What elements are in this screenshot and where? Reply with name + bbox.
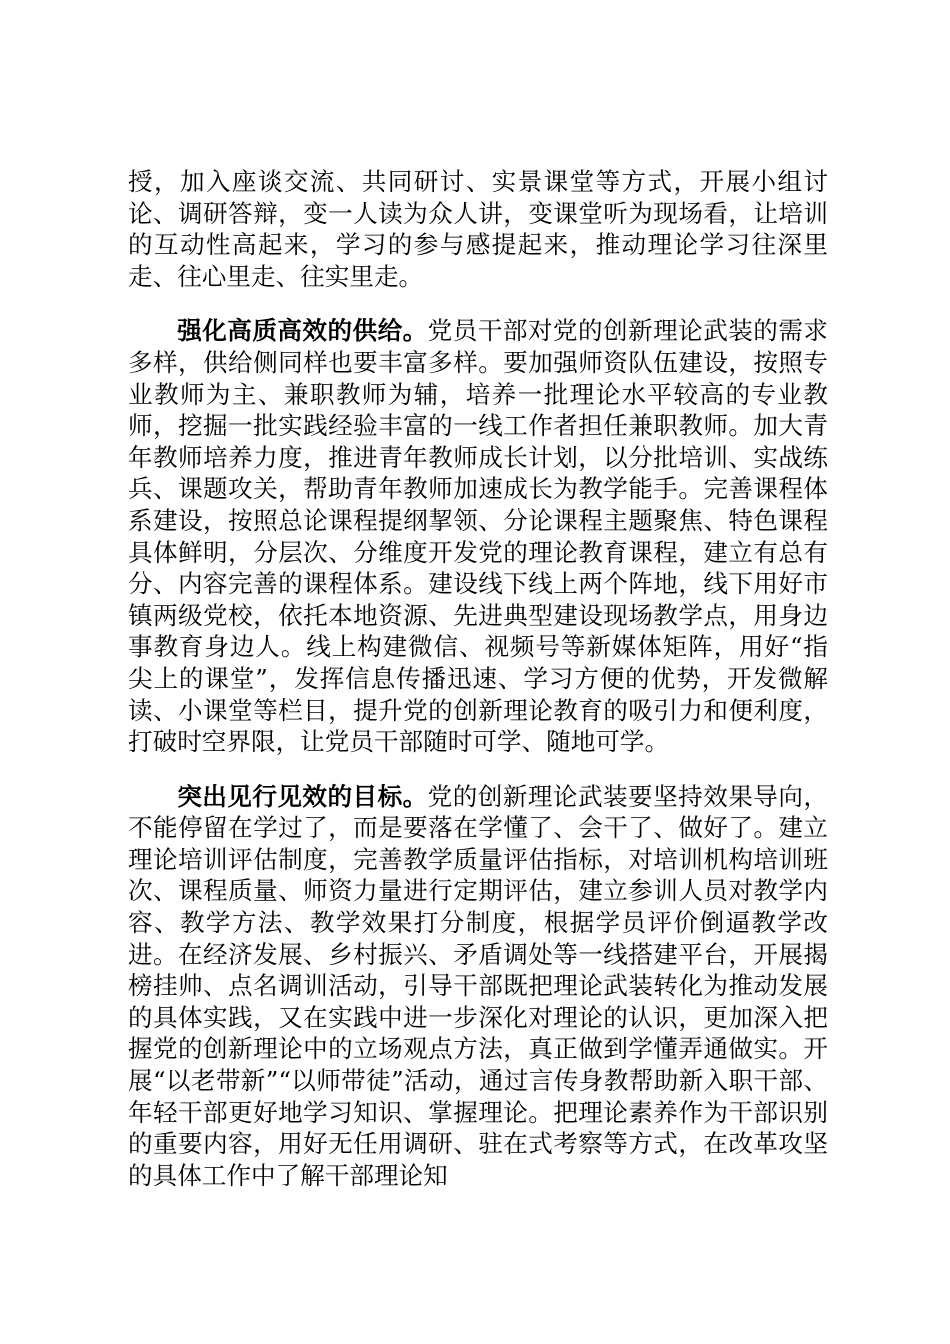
document-page [128,166,828,1191]
paragraph-heading: 强化高质高效的供给。 [177,316,428,346]
paragraph-text: 党的创新理论武装要坚持效果导向，不能停留在学过了，而是要落在学懂了、会干了、做好了。建立理论培训评估制度，完善教学质量评估指标，对培训机构培训班次、课程质量、师资力量进行定期评估，建立参训人员对教学内容、教学方法、教学效果打分制度，根据学员评价倒逼教学改进。在经济发展、乡村振兴、矛盾调处等一线搭建平台，开展揭榜挂帅、点名调训活动，引导干部既把理论武装转化为推动发展的具体实践，又在实践中进一步深化对理论的认识，更加深入把握党的创新理论中的立场观点方法，真正做到学懂弄通做实。开展“以老带新”“以师带徒”活动，通过言传身教帮助新入职干部、年轻干部更好地学习知识、掌握理论。把理论素养作为干部识别的重要内容，用好无任用调研、驻在式考察等方式，在改革攻坚的具体工作中了解干部理论知 [128,781,828,1190]
paragraph-supply [128,315,828,757]
paragraph-heading: 突出见行见效的目标。 [177,781,428,811]
paragraph-text: 授，加入座谈交流、共同研讨、实景课堂等方式，开展小组讨论、调研答辩，变一人读为众人讲，变课堂听为现场看，让培训的互动性高起来，学习的参与感提起来，推动理论学习往深里走、往心里走、往实里走。 [128,167,828,291]
paragraph-text: 党员干部对党的创新理论武装的需求多样，供给侧同样也要丰富多样。要加强师资队伍建设，按照专业教师为主、兼职教师为辅，培养一批理论水平较高的专业教师，挖掘一批实践经验丰富的一线工作者担任兼职教师。加大青年教师培养力度，推进青年教师成长计划，以分批培训、实战练兵、课题攻关，帮助青年教师加速成长为教学能手。完善课程体系建设，按照总论课程提纲挈领、分论课程主题聚焦、特色课程具体鲜明，分层次、分维度开发党的理论教育课程，建立有总有分、内容完善的课程体系。建设线下线上两个阵地，线下用好市镇两级党校，依托本地资源、先进典型建设现场教学点，用身边事教育身边人。线上构建微信、视频号等新媒体矩阵，用好“指尖上的课堂”，发挥信息传播迅速、学习方便的优势，开发微解读、小课堂等栏目，提升党的创新理论教育的吸引力和便利度，打破时空界限，让党员干部随时可学、随地可学。 [128,316,828,757]
paragraph-goal [128,781,828,1192]
paragraph-continuation [128,166,828,292]
